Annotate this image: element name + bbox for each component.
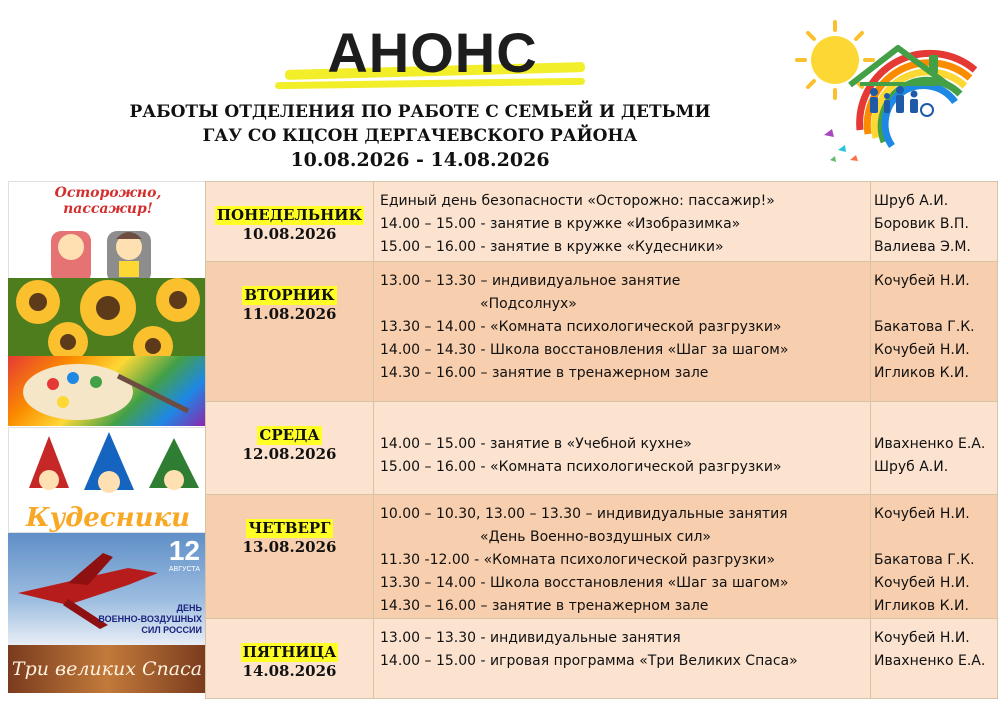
day-cell [206,262,374,402]
table-row [206,495,998,619]
activity-line: «День Военно-воздушных сил» [480,529,711,545]
responsible-person: Валиева Э.М. [874,239,971,255]
responsible-person: Шруб А.И. [874,193,949,209]
airforce-text-line: СИЛ РОССИИ [141,625,202,635]
activity-line: «Подсолнух» [480,296,577,312]
responsible-person: Кочубей Н.И. [874,630,970,646]
responsible-person [874,526,997,549]
sun-icon [797,22,873,98]
activities-cell [374,182,871,262]
responsible-cell [871,495,998,619]
airforce-text-line: ДЕНЬ [176,603,202,613]
activity-line [380,410,870,433]
day-cell [206,402,374,495]
day-cell [206,619,374,699]
activity-line: 15.00 – 16.00 - «Комната психологической разгрузки» [380,459,782,475]
responsible-person: Кочубей Н.И. [874,575,970,591]
responsible-person [874,410,997,433]
airforce-day-picture [8,533,206,645]
activities-cell [374,402,871,495]
activity-line: 10.00 – 10.30, 13.00 – 13.30 – индивидуальные занятия [380,506,788,522]
activity-line: 14.00 – 15.00 - занятие в кружке «Изобразимка» [380,216,741,232]
day-name: ЧЕТВЕРГ [248,519,331,537]
responsible-person: Бакатова Г.К. [874,552,975,568]
activity-line: 15.00 – 16.00 - занятие в кружке «Кудесники» [380,239,724,255]
table-row [206,619,998,699]
activity-line: 11.30 -12.00 - «Комната психологической разгрузки» [380,552,776,568]
responsible-person: Кочубей Н.И. [874,342,970,358]
day-date: 12.08.2026 [242,445,337,463]
caution-passenger-picture [8,181,208,279]
activity-line: 14.30 – 16.00 – занятие в тренажерном зале [380,598,709,614]
family-house-logo [790,10,990,170]
responsible-cell [871,402,998,495]
date-range: 10.08.2026 - 14.08.2026 [290,149,550,171]
activity-line: 14.00 – 14.30 - Школа восстановления «Шаг за шагом» [380,342,789,358]
responsible-person: Боровик В.П. [874,216,969,232]
activity-line: 14.00 – 15.00 - занятие в «Учебной кухне» [380,436,692,452]
table-row [206,262,998,402]
airforce-text-line: ВОЕННО-ВОЗДУШНЫХ [98,614,202,624]
day-cell [206,495,374,619]
activity-line: 13.30 – 14.00 - Школа восстановления «Шаг за шагом» [380,575,789,591]
airforce-date-number: 12 [168,535,200,566]
responsible-cell [871,262,998,402]
day-name: ПЯТНИЦА [242,643,337,661]
three-spas-picture [8,645,206,693]
day-date: 13.08.2026 [242,538,337,556]
responsible-person: Ивахненко Е.А. [874,436,986,452]
day-name: СРЕДА [259,426,320,444]
subtitle-organization: ГАУ СО КЦСОН ДЕРГАЧЕВСКОГО РАЙОНА [202,126,638,146]
spas-caption: Три великих Спаса [11,658,203,680]
kudesniki-caption: Кудесники [25,503,190,533]
responsible-person: Шруб А.И. [874,459,949,475]
paint-palette-picture [8,356,206,426]
activities-cell [374,619,871,699]
activity-line: 13.30 – 14.00 - «Комната психологической разгрузки» [380,319,782,335]
activity-line: 13.00 – 13.30 – индивидуальное занятие [380,273,681,289]
caution-caption: Осторожно, пассажир! [54,185,162,217]
subtitle-department: РАБОТЫ ОТДЕЛЕНИЯ ПО РАБОТЕ С СЕМЬЕЙ И ДЕТЬМИ [129,102,711,122]
table-row [206,402,998,495]
day-name: ПОНЕДЕЛЬНИК [216,206,363,224]
sunflower-icon [8,278,206,356]
day-cell [206,182,374,262]
activities-cell [374,495,871,619]
activities-cell [374,262,871,402]
children-car-seats-icon [9,217,207,279]
responsible-person: Игликов К.И. [874,365,969,381]
responsible-person: Игликов К.И. [874,598,969,614]
butterflies-icon [824,129,858,162]
responsible-person: Кочубей Н.И. [874,273,970,289]
kudesniki-picture [8,427,208,533]
activity-line: 14.30 – 16.00 – занятие в тренажерном зале [380,365,709,381]
activity-line: Единый день безопасности «Осторожно: пассажир!» [380,193,775,209]
schedule-body [206,182,998,699]
responsible-person: Ивахненко Е.А. [874,653,986,669]
day-date: 11.08.2026 [242,305,337,323]
title-block [275,22,590,92]
day-name: ВТОРНИК [244,286,335,304]
responsible-person: Кочубей Н.И. [874,506,970,522]
airforce-text [98,603,202,636]
weekly-schedule-table [205,181,998,699]
responsible-person [874,293,997,316]
wizards-icon [9,428,207,498]
activity-line: 14.00 – 15.00 - игровая программа «Три Великих Спаса» [380,653,798,669]
responsible-person: Бакатова Г.К. [874,319,975,335]
day-date: 10.08.2026 [242,225,337,243]
activity-line: 13.00 – 13.30 - индивидуальные занятия [380,630,681,646]
table-row [206,182,998,262]
page-title: АНОНС [327,21,538,84]
airforce-date-month: АВГУСТА [168,566,200,573]
day-date: 14.08.2026 [242,662,337,680]
responsible-cell [871,182,998,262]
palette-icon [8,356,206,426]
sunflowers-picture [8,278,206,356]
responsible-cell [871,619,998,699]
